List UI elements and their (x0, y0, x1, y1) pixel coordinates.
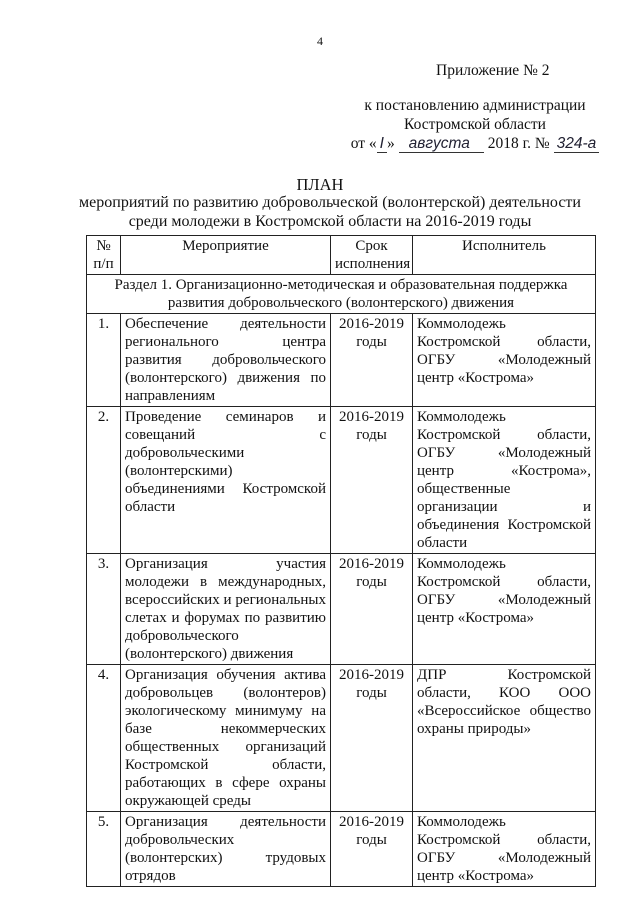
decree-line-2: Костромской области (404, 116, 546, 133)
decree-date-line (330, 134, 620, 153)
subtitle-line-1: мероприятий по развитию добровольческой (волонтерской) деятельности (79, 194, 581, 211)
row-executor: ДПР Костромской области, КОО ООО «Всероссийское общество охраны природы» (413, 665, 596, 812)
document-title: ПЛАН (296, 175, 344, 194)
table-header-row (87, 236, 596, 275)
row-activity: Организация обучения актива добровольцев (волонтеров) экологическому минимуму на базе некоммерческих общественных организаций Костромской области, работающих в сфере охраны окружающей среды (121, 665, 331, 812)
plan-table (86, 235, 596, 887)
row-executor: Коммолодежь Костромской области, ОГБУ «Молодежный центр «Кострома» (413, 812, 596, 887)
subtitle-line-2: среди молодежи в Костромской области на 2016-2019 годы (128, 213, 532, 230)
table-row (87, 407, 596, 554)
row-activity: Организация участия молодежи в международных, всероссийских и региональных слетах и форумах по развитию добровольческого (волонтерского) движения (121, 554, 331, 665)
table-row (87, 314, 596, 407)
row-num: 1. (87, 314, 121, 407)
row-num: 5. (87, 812, 121, 887)
row-executor: Коммолодежь Костромской области, ОГБУ «Молодежный центр «Кострома» (413, 554, 596, 665)
row-activity: Организация деятельности добровольческих (волонтерских) трудовых отрядов (121, 812, 331, 887)
row-executor: Коммолодежь Костромской области, ОГБУ «Молодежный центр «Кострома», общественные организации и объединения Костромской области (413, 407, 596, 554)
decree-year: 2018 г. № (487, 135, 550, 152)
page-number: 4 (317, 34, 323, 48)
row-num: 3. (87, 554, 121, 665)
table-row (87, 665, 596, 812)
section-row (87, 275, 596, 314)
row-term: 2016-2019 годы (331, 314, 413, 407)
header-term: Срок исполнения (331, 236, 413, 275)
row-activity: Обеспечение деятельности регионального центра развития добровольческого (волонтерского) движения по направлениям (121, 314, 331, 407)
document-subtitle (60, 193, 600, 231)
decree-line-1: к постановлению администрации (364, 97, 586, 114)
table-row (87, 812, 596, 887)
section-title: Раздел 1. Организационно-методическая и образовательная поддержка развития добровольческого (волонтерского) движения (87, 275, 596, 314)
row-term: 2016-2019 годы (331, 665, 413, 812)
table-row (87, 554, 596, 665)
row-term: 2016-2019 годы (331, 554, 413, 665)
appendix-label: Приложение № 2 (436, 62, 550, 79)
row-term: 2016-2019 годы (331, 407, 413, 554)
decree-day: I (377, 135, 387, 153)
row-activity: Проведение семинаров и совещаний с добровольческими (волонтерскими) объединениями Костромской области (121, 407, 331, 554)
row-num: 2. (87, 407, 121, 554)
header-activity: Мероприятие (121, 236, 331, 275)
decree-number: 324-а (554, 135, 600, 153)
date-prefix: от « (350, 135, 377, 152)
row-num: 4. (87, 665, 121, 812)
decree-reference (330, 96, 620, 153)
header-executor: Исполнитель (413, 236, 596, 275)
header-num: № п/п (87, 236, 121, 275)
date-separator: » (386, 135, 395, 152)
row-term: 2016-2019 годы (331, 812, 413, 887)
row-executor: Коммолодежь Костромской области, ОГБУ «Молодежный центр «Кострома» (413, 314, 596, 407)
decree-month: августа (399, 135, 484, 153)
